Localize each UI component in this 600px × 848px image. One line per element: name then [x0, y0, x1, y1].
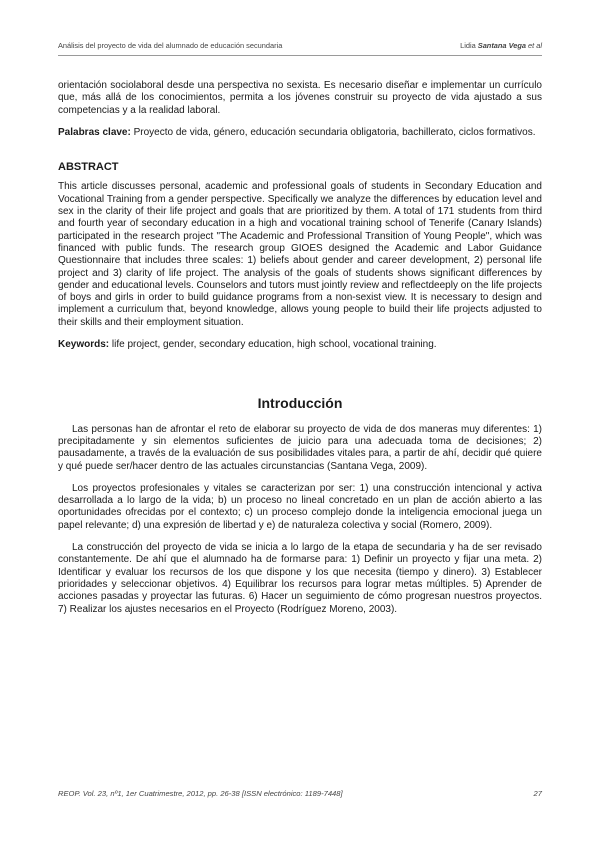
page-footer — [58, 789, 542, 798]
article-body — [58, 80, 542, 616]
running-title: Análisis del proyecto de vida del alumnado de educación secundaria — [58, 41, 283, 50]
intro-paragraph-3: La construcción del proyecto de vida se inicia a lo largo de la etapa de secundaria y ha de ser revisado constantemente. De ahí que el alumnado ha de formarse para: 1) Definir un proyecto y fijar una meta. 2) Identificar y evaluar los recursos de los que dispone y los que necesita (tiempo y dinero). 3) Establecer prioridades y seleccionar objetivos. 4) Equilibrar los recursos para lograr metas múltiples. 5) Aprender de acciones pasadas y proyectar las futuras. 6) Hacer un seguimiento de cómo progresan nuestros proyectos. 7) Realizar los ajustes necesarios en el Proyecto (Rodríguez Moreno, 2003). — [58, 542, 542, 615]
author-first: Lidia — [460, 41, 478, 50]
running-author — [460, 41, 542, 50]
keywords-label: Keywords: — [58, 339, 110, 351]
author-surname: Santana Vega — [477, 41, 526, 50]
palabras-clave — [58, 127, 542, 139]
running-header — [58, 41, 542, 53]
intro-title: Introducción — [257, 395, 343, 412]
intro-paragraph-2: Los proyectos profesionales y vitales se caracterizan por ser: 1) una construcción intencional y activa desarrollada a lo largo de la vida; b) un proceso no lineal concretado en un plan de acción abierto a las oportunidades ofrecidas por el contexto; c) un proceso complejo donde la inteligencia emocional juega un papel relevante; d) una expresión de libertad y e) de naturaleza colectiva y social (Romero, 2009). — [58, 482, 542, 531]
header-divider — [58, 55, 542, 56]
palabras-clave-text: Proyecto de vida, género, educación secundaria obligatoria, bachillerato, ciclos formativos. — [130, 126, 536, 138]
intro-paragraph-1: Las personas han de afrontar el reto de elaborar su proyecto de vida de dos maneras muy diferentes: 1) precipitadamente y sin elementos suficientes de juicio para una adecuada toma de decisiones; 2) pausadamente, a través de la evaluación de sus posibilidades vitales para, a partir de ahí, decidir qué quiere y qué puede ser/hacer dentro de las actuales circunstancias (Santana Vega, 2009). — [58, 423, 542, 472]
abstract-text: This article discusses personal, academic and professional goals of students in Secondary Education and Vocational Training from a gender perspective. Specifically we analyze the differences by education level and sex in the clarity of their life project and goals that are prioritized by them. A total of 171 students from third and fourth year of secondary education in a high and vocational training school of Tenerife (Canary Islands) participated in the research project "The Academic and Professional Transition of Young People", which was financed with public funds. The research group GIOES designed the Academic and Labor Guidance Questionnaire that includes three scales: 1) beliefs about gender and career development, 2) personal life project and 3) clarity of life project. The analysis of the goals of students shows significant differences by gender and educational levels. Counselors and tutors must jointly review and reflectdeeply on the life projects of boys and girls in order to build guidance programs from a non-sexist view. It is necessary to design and implement a curriculum that, beyond knowledge, allows young people to build their life projects adjusted to their skills and their employment situation. — [58, 181, 542, 328]
keywords — [58, 339, 542, 351]
author-suffix: et al — [525, 41, 542, 50]
keywords-text: life project, gender, secondary education, high school, vocational training. — [109, 339, 437, 351]
abstract-heading: ABSTRACT — [58, 161, 119, 174]
palabras-clave-label: Palabras clave: — [58, 126, 131, 138]
journal-citation: REOP. Vol. 23, nº1, 1er Cuatrimestre, 2012, pp. 26-38 [ISSN electrónico: 1189-7448] — [58, 789, 343, 798]
page-number: 27 — [533, 789, 542, 798]
resumen-continuation: orientación sociolaboral desde una perspectiva no sexista. Es necesario diseñar e implementar un currículo que, más allá de los conocimientos, permita a los jóvenes construir su proyecto de vida ajustado a sus competencias y a la realidad laboral. — [58, 80, 542, 116]
